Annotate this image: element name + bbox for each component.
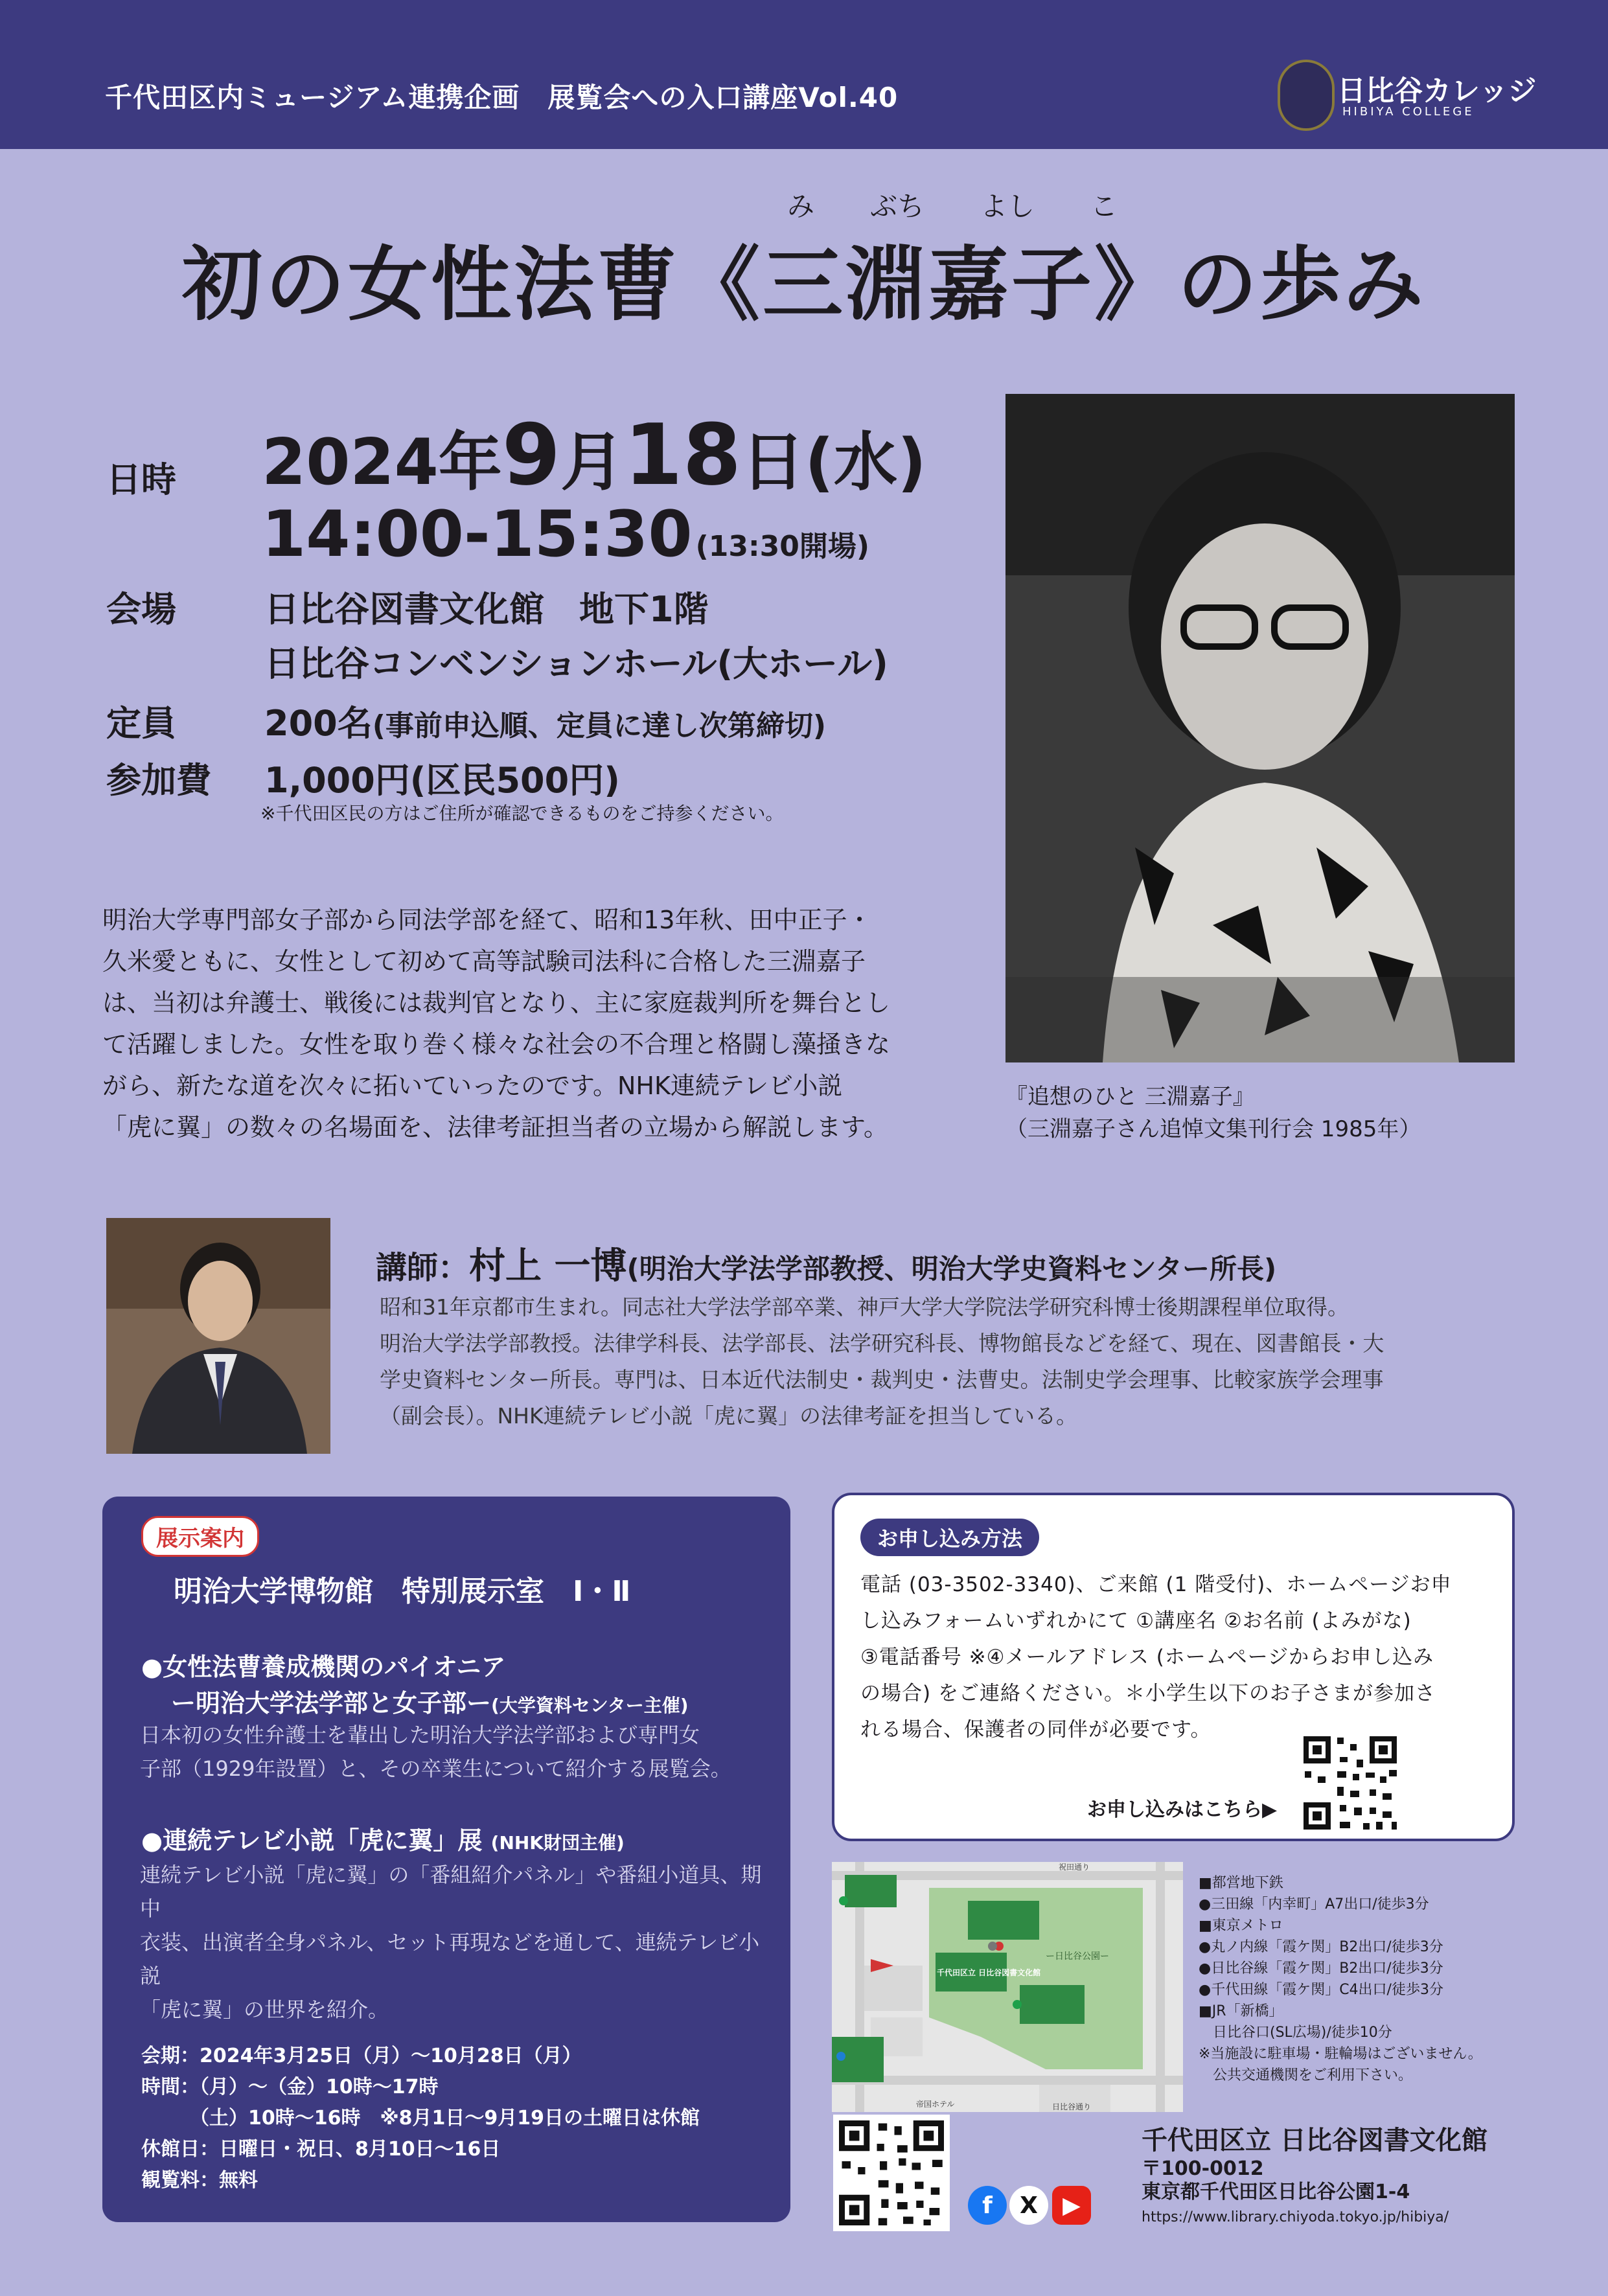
application-link[interactable]: お申し込みはこちら▶ (1087, 1798, 1278, 1821)
library-street: 東京都千代田区日比谷公園1-4 (1142, 2181, 1410, 2203)
access-line: 公共交通機関をご利用下さい。 (1199, 2067, 1413, 2084)
description-line: がら、新たな道を次々に拓いていったのです。NHK連続テレビ小説 (102, 1072, 843, 1100)
description-line: 明治大学専門部女子部から同法学部を経て、昭和13年秋、田中正子・ (102, 906, 872, 934)
exhibition-item1-body (140, 1718, 762, 1785)
library-name: 千代田区立 日比谷図書文化館 (1142, 2126, 1487, 2155)
application-line: ③電話番号 ※④メールアドレス (ホームページからお申し込み (860, 1646, 1434, 1669)
description-line: て活躍しました。女性を取り巻く様々な社会の不合理と格闘し藻掻きな (102, 1030, 891, 1059)
page-title: 初の女性法曹《三淵嘉子》の歩み (181, 238, 1426, 332)
title-ruby (787, 185, 1118, 224)
access-line: ●千代田線「霞ケ関」C4出口/徒歩3分 (1199, 1982, 1443, 1998)
application-panel (832, 1493, 1515, 1841)
schedule-line: 観覧料：無料 (141, 2169, 258, 2192)
event-open-time: (13:30開場) (695, 530, 869, 563)
fee-label: 参加費 (106, 760, 211, 801)
event-time (262, 498, 869, 571)
access-line: ●日比谷線「霞ケ関」B2出口/徒歩3分 (1199, 1960, 1443, 1977)
application-tag: お申し込み方法 (860, 1519, 1039, 1556)
x-icon[interactable]: X (1009, 2186, 1048, 2225)
bio-line: 昭和31年京都市生まれ。同志社大学法学部卒業、神戸大学大学院法学研究科博士後期課程単位取得。 (380, 1294, 1349, 1320)
event-month-suffix: 月 (560, 426, 625, 499)
access-info (1199, 1872, 1482, 2086)
exhibition-body-line: 日本初の女性弁護士を輩出した明治大学法学部および専門女 (140, 1723, 700, 1747)
ruby-mi: み (787, 190, 815, 222)
map-label-top: 祝田通り (1059, 1863, 1090, 1872)
capacity-label: 定員 (106, 703, 176, 744)
exhibition-item2-name: ●連続テレビ小説「虎に翼」展 (141, 1826, 483, 1855)
series-title: 千代田区内ミュージアム連携企画 展覧会への入口講座Vol.40 (105, 82, 899, 113)
lecturer-photo (106, 1218, 330, 1454)
logo-subtext: HIBIYA COLLEGE (1342, 105, 1475, 119)
library-qr-code[interactable] (833, 2115, 950, 2231)
ruby-buchi: ぶち (869, 190, 925, 222)
fee-value: 1,000円(区民500円) (264, 760, 620, 801)
application-line: 電話 (03-3502-3340)、ご来館 (1 階受付)、ホームページお申 (860, 1573, 1452, 1596)
event-weekday: (水) (805, 426, 926, 499)
application-line: し込みフォームいずれかにて ①講座名 ②お名前 (よみがな) (860, 1609, 1412, 1633)
map-label-library: 千代田区立 日比谷図書文化館 (937, 1968, 1041, 1977)
exhibition-item1-sub: ー明治大学法学部と女子部ー (171, 1689, 492, 1717)
description-line: は、当初は弁護士、戦後には裁判官となり、主に家庭裁判所を舞台とし (102, 989, 891, 1017)
portrait-photo (1005, 394, 1515, 1062)
capacity-value: 200名 (264, 703, 373, 744)
event-date (262, 406, 926, 504)
lecturer-name: 村上 一博 (469, 1245, 627, 1287)
schedule-line: 会期：2024年3月25日（月）～10月28日（月） (141, 2045, 582, 2067)
bio-line: （副会長）。NHK連続テレビ小説「虎に翼」の法律考証を担当している。 (380, 1403, 1077, 1429)
exhibition-body-line: 「虎に翼」の世界を紹介。 (140, 1997, 389, 2022)
logo-text: 日比谷カレッジ (1337, 75, 1537, 108)
map-label-park: ー日比谷公園ー (1046, 1951, 1109, 1962)
event-time-range: 14:00-15:30 (262, 498, 693, 571)
library-url[interactable]: https://www.library.chiyoda.tokyo.jp/hibiya/ (1142, 2209, 1449, 2225)
caption-source: （三淵嘉子さん追悼文集刊行会 1985年） (1005, 1116, 1421, 1142)
photo-caption (1005, 1081, 1421, 1145)
description-line: 「虎に翼」の数々の名場面を、法律考証担当者の立場から解説します。 (102, 1113, 888, 1142)
capacity-note: (事前申込順、定員に達し次第締切) (372, 709, 826, 742)
event-month: 9 (501, 406, 561, 504)
lecturer-bio (380, 1289, 1481, 1434)
exhibition-item1-subtitle (171, 1683, 689, 1719)
map-label-hotel: 帝国ホテル (916, 2100, 955, 2109)
capacity (264, 696, 826, 746)
access-line: ■東京メトロ (1199, 1918, 1283, 1934)
exhibition-tag: 展示案内 (141, 1516, 259, 1557)
application-line: の場合) をご連絡ください。＊小学生以下のお子さまが参加さ (860, 1682, 1436, 1705)
application-qr-code[interactable] (1298, 1731, 1402, 1835)
application-body (860, 1567, 1489, 1748)
venue-line1: 日比谷図書文化館 地下1階 (264, 589, 709, 630)
access-line: ●三田線「内幸町」A7出口/徒歩3分 (1199, 1896, 1429, 1912)
exhibition-schedule (141, 2041, 700, 2196)
access-line: ■JR「新橋」 (1199, 2003, 1283, 2019)
lecturer-affiliation: (明治大学法学部教授、明治大学史資料センター所長) (626, 1253, 1277, 1285)
exhibition-body-line: 連続テレビ小説「虎に翼」の「番組紹介パネル」や番組小道具、期中 (140, 1863, 762, 1921)
schedule-line: （土）10時～16時 ※8月1日～9月19日の土曜日は休館 (141, 2107, 700, 2130)
bio-line: 明治大学法学部教授。法律学科長、法学部長、法学研究科長、博物館長などを経て、現在、図書館長・大 (380, 1331, 1384, 1356)
access-map[interactable] (832, 1862, 1183, 2112)
description-line: 久米愛ともに、女性として初めて高等試験司法科に合格した三淵嘉子 (102, 947, 866, 976)
ruby-yoshi: よし (980, 190, 1035, 222)
hibiya-college-logo[interactable] (1278, 60, 1537, 131)
access-line: ●丸ノ内線「霞ケ関」B2出口/徒歩3分 (1199, 1939, 1443, 1955)
schedule-line: 時間：（月）～（金）10時～17時 (141, 2076, 439, 2098)
fee-note: ※千代田区民の方はご住所が確認できるものをご持参ください。 (260, 803, 784, 824)
lecturer-label: 講師： (376, 1250, 470, 1286)
exhibition-body-line: 衣装、出演者全身パネル、セット再現などを通して、連続テレビ小説 (140, 1930, 760, 1988)
lecturer-heading (376, 1237, 1276, 1289)
exhibition-item1-title: ●女性法曹養成機関のパイオニア (141, 1653, 506, 1681)
exhibition-item2-body (140, 1858, 762, 2026)
exhibition-panel (102, 1497, 790, 2222)
event-day-suffix: 日 (741, 426, 805, 499)
schedule-line: 休館日：日曜日・祝日、8月10日～16日 (141, 2138, 501, 2161)
bio-line: 学史資料センター所長。専門は、日本近代法制史・裁判史・法曹史。法制史学会理事、比較家族学会理事 (380, 1367, 1384, 1392)
venue-label: 会場 (106, 589, 176, 630)
event-day: 18 (624, 406, 742, 504)
exhibition-item1-org: (大学資料センター主催) (491, 1695, 689, 1716)
exhibition-item2-org: (NHK財団主催) (490, 1832, 625, 1854)
exhibition-item2-title (141, 1820, 625, 1856)
application-line: れる場合、保護者の同伴が必要です。 (860, 1718, 1212, 1741)
youtube-icon[interactable]: ▶ (1052, 2186, 1091, 2225)
library-zip: 〒100-0012 (1142, 2157, 1264, 2180)
map-label-bottom: 日比谷通り (1052, 2102, 1092, 2111)
access-line: 日比谷口(SL広場)/徒歩10分 (1199, 2025, 1392, 2041)
event-year: 2024年 (262, 426, 502, 499)
ruby-ko: こ (1090, 190, 1118, 222)
caption-title: 『追想のひと 三淵嘉子』 (1005, 1084, 1255, 1110)
exhibition-body-line: 子部（1929年設置）と、その卒業生について紹介する展覧会。 (140, 1756, 731, 1781)
access-line: ※当施設に駐車場・駐輪場はございません。 (1199, 2046, 1482, 2062)
library-address (1142, 2157, 1410, 2204)
logo-badge-icon (1278, 60, 1335, 131)
access-line: ■都営地下鉄 (1199, 1875, 1283, 1891)
facebook-icon[interactable]: f (968, 2186, 1007, 2225)
exhibition-venue: 明治大学博物館 特別展示室 Ⅰ・Ⅱ (174, 1575, 631, 1608)
venue-line2: 日比谷コンベンションホール(大ホール) (264, 643, 888, 684)
description (102, 899, 938, 1148)
date-label: 日時 (106, 459, 176, 500)
